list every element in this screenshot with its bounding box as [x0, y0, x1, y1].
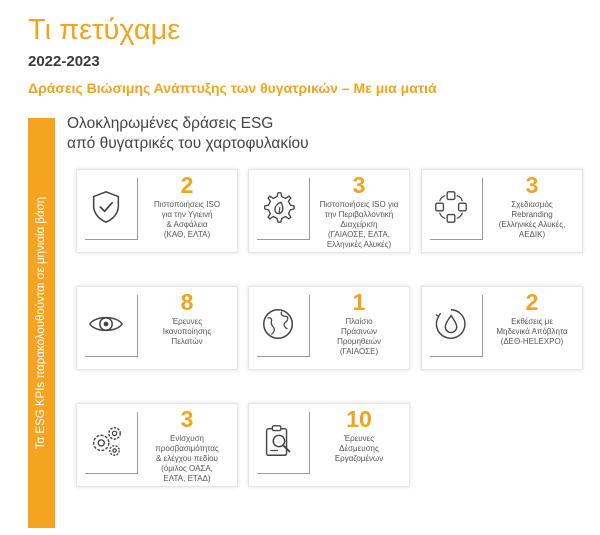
- intro-line-2: από θυγατρικές του χαρτοφυλακίου: [67, 135, 309, 152]
- stat-card-green-procurement: [248, 286, 410, 370]
- card-description: Πλαίσιο Πράσινων Προμηθειών (ΓΑΙΑΟΣΕ): [337, 317, 381, 356]
- card-description: Εκθέσεις με Μηδενικά Απόβλητα (ΔΕΘ-HELEXPO): [496, 317, 568, 346]
- years-label: 2022-2023: [28, 53, 100, 70]
- side-banner-text: Τα ESG KPIs παρακολουθούνται σε μηνιαία βάση: [35, 196, 47, 450]
- card-number: 10: [346, 406, 372, 432]
- stat-card-rebranding: [421, 169, 583, 253]
- card-description: Πιστοποιήσεις ISO για την Υγιεινή & Ασφάλεια (ΚΑΘ, ΕΛΤΑ): [153, 200, 221, 239]
- card-number: 3: [180, 406, 194, 432]
- card-description: Έρευνες Δέσμευσης Εργαζομένων: [334, 434, 384, 463]
- gears-icon: [87, 422, 125, 460]
- card-divider-horizontal: [85, 356, 138, 357]
- intro-line-1: Ολοκληρωμένες δράσεις ESG: [67, 115, 274, 132]
- card-divider-horizontal: [430, 356, 483, 357]
- card-number: 8: [180, 289, 194, 315]
- card-description: Πιστοποιήσεις ISO για την Περιβαλλοντική Διαχείριση (ΓΑΙΑΟΣΕ, ΕΛΤΑ, Ελληνικές Αλυκές): [319, 200, 399, 249]
- page-subtitle: Δράσεις Βιώσιμης Ανάπτυξης των θυγατρικών – Με μια ματιά: [28, 80, 437, 96]
- card-divider-horizontal: [430, 239, 483, 240]
- card-number: 3: [525, 172, 539, 198]
- stat-card-health-safety: [76, 169, 238, 253]
- stat-card-zero-waste: [421, 286, 583, 370]
- card-divider-horizontal: [85, 239, 138, 240]
- stat-card-environmental: [248, 169, 410, 253]
- card-number: 2: [525, 289, 539, 315]
- page-title: Τι πετύχαμε: [28, 14, 181, 46]
- card-description: Έρευνες Ικανοποίησης Πελατών: [162, 317, 212, 346]
- card-divider-horizontal: [257, 239, 310, 240]
- card-divider-horizontal: [257, 473, 310, 474]
- card-divider-horizontal: [85, 473, 138, 474]
- recycle-drop-icon: [432, 305, 470, 343]
- card-description: Ενίσχυση προσβασιμότητας & ελέγχου πεδίου (όμιλος ΟΑΣΑ, ΕΛΤΑ, ΕΤΑΔ): [155, 434, 219, 483]
- clipboard-search-icon: [259, 422, 297, 460]
- cycle-squares-icon: [432, 188, 470, 226]
- gear-leaf-icon: [259, 188, 297, 226]
- card-description: Σχεδιασμός Rebranding (Ελληνικές Αλυκές, ΑΕΔΙΚ): [498, 200, 566, 239]
- globe-icon: [259, 305, 297, 343]
- card-number: 3: [352, 172, 366, 198]
- stat-card-employee-engagement: [248, 403, 410, 487]
- card-number: 1: [352, 289, 366, 315]
- stat-card-customer-satisfaction: [76, 286, 238, 370]
- stat-card-accessibility: [76, 403, 238, 487]
- card-number: 2: [180, 172, 194, 198]
- intro-heading: [67, 114, 309, 154]
- card-divider-horizontal: [257, 356, 310, 357]
- eye-icon: [87, 305, 125, 343]
- shield-check-icon: [87, 188, 125, 226]
